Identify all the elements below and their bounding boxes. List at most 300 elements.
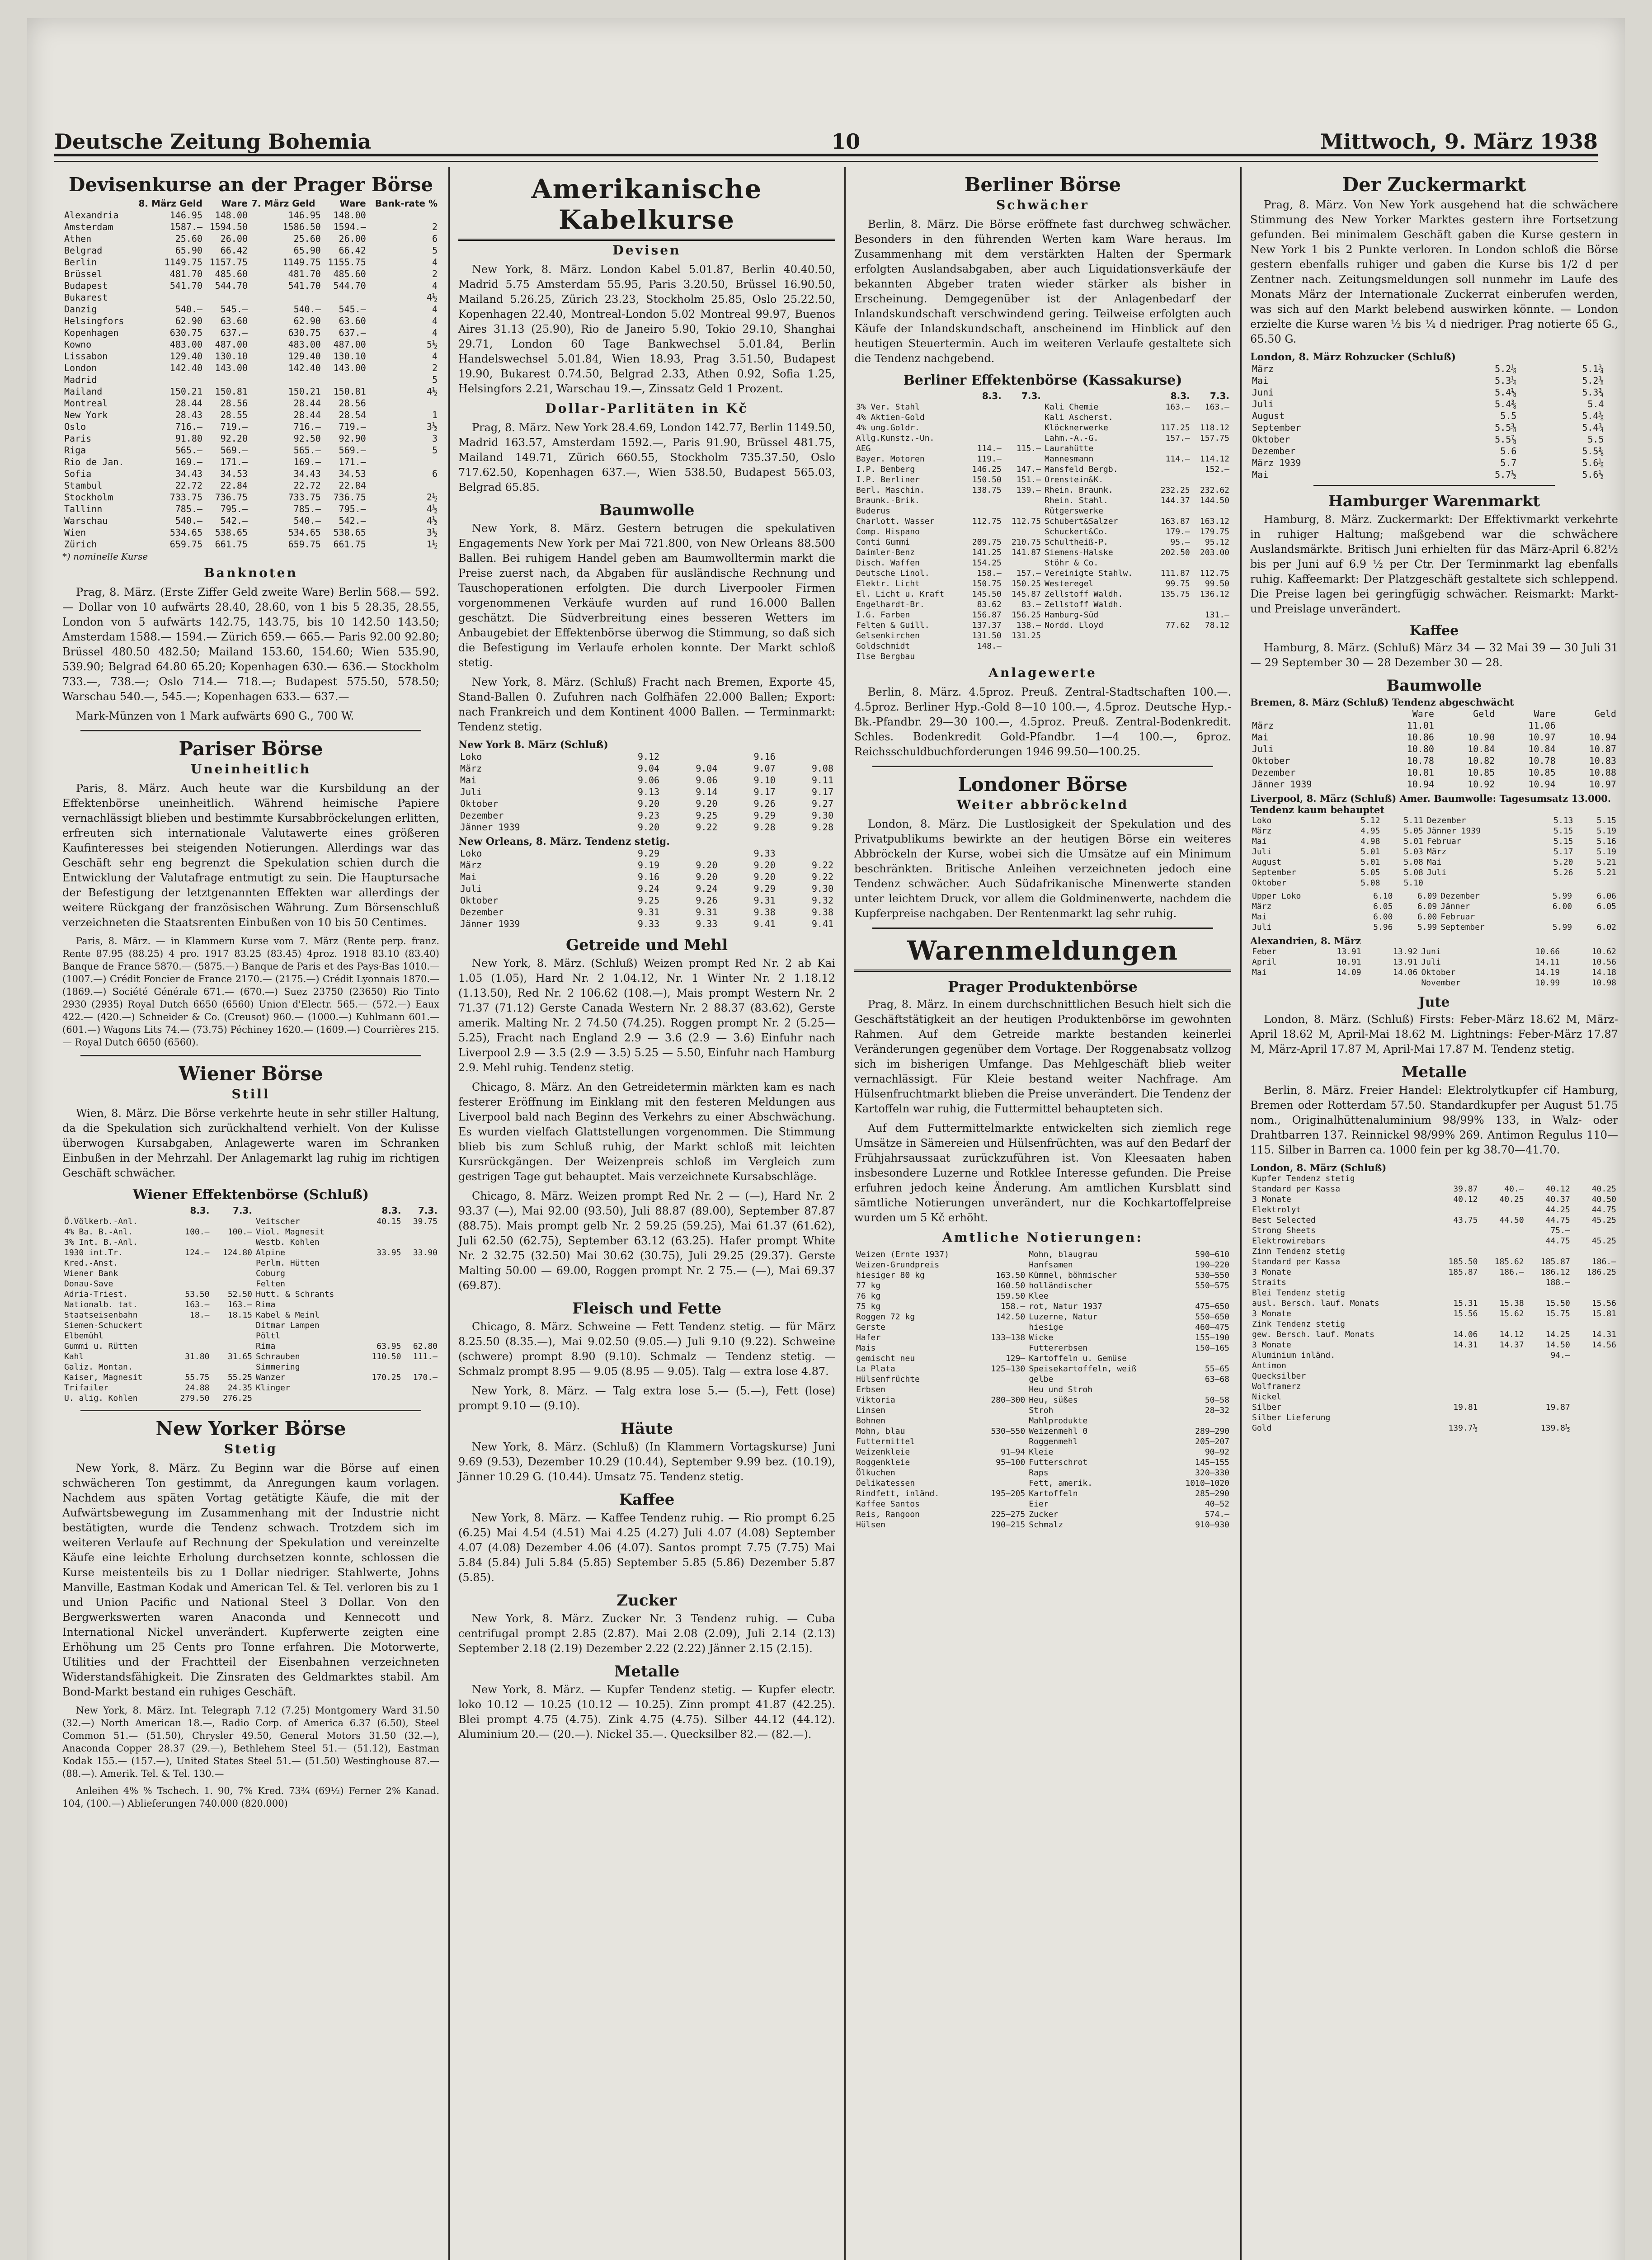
table-cell — [1250, 978, 1307, 988]
table-row — [62, 280, 439, 292]
table-cell: 5.08 — [1403, 868, 1423, 877]
table-cell: 279.50 — [180, 1394, 210, 1403]
table-cell: 544.70 — [333, 280, 366, 291]
table-row — [854, 547, 1231, 558]
table-cell: 659.75 — [169, 539, 202, 550]
table-cell: Mai — [460, 775, 477, 786]
table-cell — [1605, 398, 1618, 410]
table-cell: 4 — [432, 315, 438, 326]
table-row — [854, 1384, 1231, 1395]
table-cell: 5.4⅜ — [1582, 410, 1604, 421]
table-cell: 6.00 — [1417, 912, 1437, 922]
table-cell: 28.43 — [175, 410, 202, 420]
table-cell: 15.62 — [1499, 1309, 1524, 1318]
table-cell: Kahl — [64, 1352, 84, 1361]
table-cell: Jänner 1939 — [460, 918, 520, 929]
table-row — [854, 631, 1231, 641]
table-row — [1250, 957, 1618, 967]
table-cell: Stöhr & Co. — [1044, 558, 1099, 568]
table-cell: 34.43 — [293, 468, 321, 479]
table-cell: Adria-Triest. — [64, 1290, 128, 1299]
table-cell: 661.75 — [333, 539, 366, 550]
table-cell: 34.43 — [175, 468, 202, 479]
table-cell: 19.81 — [1453, 1403, 1478, 1412]
zuckermarkt-title: Der Zuckermarkt — [1342, 174, 1526, 196]
kaffee-text: New York, 8. März. — Kaffee Tendenz ruhig. — Rio prompt 6.25 (6.25) Mai 4.54 (4.51) Mai 4.25 (4.27) Juli 4.07 (4.08) September 4.07 (4.08) Dezember 4.06 (4.07). Santos prompt 7.75 (7.75) Mai 5.84 (5.84) Juli 5.84 (5.85) September 5.85 (5.86) Dezember 5.87 (5.85). — [458, 1511, 835, 1584]
table-cell — [403, 1227, 439, 1237]
table-cell: Jänner 1939 — [1426, 826, 1481, 836]
table-cell: Rütgerswerke — [1044, 506, 1104, 516]
table-cell: 5.5⅞ — [1495, 434, 1517, 445]
table-cell: 43.75 — [1453, 1215, 1478, 1225]
table-cell: 5 — [432, 245, 438, 256]
table-cell — [1480, 1381, 1526, 1392]
table-cell: 9.14 — [696, 786, 718, 797]
table-cell: 9.10 — [753, 775, 776, 786]
table-cell: März — [1252, 363, 1274, 374]
table-cell — [777, 751, 835, 763]
table-row — [854, 1416, 1231, 1426]
table-row — [1250, 743, 1618, 755]
table-cell: 4½ — [426, 504, 438, 514]
divider — [80, 1410, 421, 1411]
devisen-table — [62, 198, 439, 550]
table-cell: 190—220 — [1195, 1260, 1229, 1270]
table-cell: 14.56 — [1591, 1340, 1616, 1350]
table-cell: 9.25 — [637, 895, 660, 906]
table-cell: 22.72 — [175, 480, 202, 491]
table-cell: Nordd. Lloyd — [1044, 621, 1104, 630]
table-cell: 63.95 — [377, 1342, 401, 1351]
table-cell — [360, 1289, 403, 1300]
table-cell: 5.2⅜ — [1582, 375, 1604, 386]
table-row — [854, 1468, 1231, 1478]
table-cell: Klinger — [256, 1383, 290, 1393]
table-cell: 630.75 — [169, 327, 202, 338]
alex-title: Alexandrien, 8. März — [1250, 935, 1361, 946]
table-cell — [1572, 1423, 1618, 1433]
table-cell: 9.16 — [753, 751, 776, 762]
table-cell: 9.07 — [753, 763, 776, 774]
table-cell: 10.99 — [1535, 978, 1560, 988]
table-row — [1250, 363, 1618, 375]
nyb-title: New Yorker Börse — [155, 1417, 346, 1440]
table-cell: rot, Natur 1937 — [1029, 1302, 1102, 1311]
table-row — [854, 651, 1231, 662]
table-cell: 40—52 — [1205, 1499, 1229, 1509]
table-row — [1250, 1173, 1618, 1184]
banknoten-title: Banknoten — [204, 565, 298, 580]
table-cell: 44.50 — [1499, 1215, 1524, 1225]
table-cell: 53.50 — [185, 1290, 210, 1299]
table-row — [854, 1436, 1231, 1447]
table-cell: 5.6½ — [1582, 469, 1604, 480]
table-row — [1250, 891, 1618, 901]
table-cell: 185.87 — [1540, 1257, 1570, 1267]
table-row — [458, 798, 835, 810]
table-cell: 141.87 — [1011, 548, 1041, 557]
table-row — [1250, 867, 1618, 878]
table-cell: 4 — [432, 351, 438, 362]
table-cell: 6.05 — [1596, 902, 1616, 911]
table-cell: 14.18 — [1591, 968, 1616, 977]
table-cell — [169, 1216, 212, 1227]
table-cell: 3½ — [426, 527, 438, 538]
table-cell: 55.25 — [227, 1373, 252, 1382]
table-cell: 24.88 — [185, 1383, 210, 1393]
table-cell: Ware — [1534, 708, 1556, 719]
table-cell — [1605, 375, 1618, 386]
table-cell — [1153, 599, 1192, 610]
table-cell: 569.— — [339, 445, 366, 456]
table-cell: Upper Loko — [1252, 891, 1301, 901]
table-cell — [360, 1383, 403, 1393]
table-cell: 118.12 — [1200, 423, 1229, 433]
table-row — [1250, 978, 1618, 988]
table-cell: Disch. Waffen — [856, 558, 920, 568]
table-cell: Oktober — [1252, 755, 1290, 766]
table-cell: 10.90 — [1468, 732, 1495, 743]
table-cell — [1480, 1173, 1526, 1184]
table-cell — [1572, 1361, 1618, 1371]
table-cell: Juli — [1426, 868, 1447, 877]
table-cell: 9.23 — [637, 810, 660, 821]
table-cell — [1153, 464, 1192, 475]
table-cell: Oktober — [460, 798, 499, 809]
table-cell — [403, 1268, 439, 1279]
table-cell: 483.00 — [288, 339, 321, 350]
table-cell — [1363, 978, 1420, 988]
table-cell: 91—94 — [1001, 1447, 1026, 1457]
table-cell — [1170, 1416, 1232, 1426]
table-cell: Charlott. Wasser — [856, 517, 935, 526]
table-cell: 5.7 — [1500, 457, 1517, 468]
table-cell: Antimon — [1252, 1361, 1286, 1370]
table-cell: 163.12 — [1200, 517, 1229, 526]
table-cell: Oktober — [1252, 434, 1290, 445]
table-cell — [1192, 506, 1231, 516]
table-cell: 146.95 — [169, 210, 202, 221]
table-cell: 795.— — [339, 504, 366, 514]
table-cell: 76 kg — [856, 1291, 881, 1301]
table-cell: 10.81 — [1407, 767, 1434, 778]
table-cell — [1572, 1350, 1618, 1361]
table-cell: März — [1252, 902, 1272, 911]
table-row — [62, 1289, 439, 1300]
column-2 — [450, 167, 843, 2260]
table-cell: 5.10 — [1403, 878, 1423, 888]
table-cell — [403, 1331, 439, 1341]
table-cell — [1003, 527, 1043, 537]
table-row — [854, 485, 1231, 495]
table-cell: 481.70 — [288, 268, 321, 279]
londoner-title: Londoner Börse — [958, 773, 1128, 796]
table-cell: 90—92 — [1205, 1447, 1229, 1457]
table-cell: 6.09 — [1417, 891, 1437, 901]
table-cell: 138.75 — [972, 485, 1002, 495]
table-cell: 574.— — [1205, 1510, 1229, 1519]
table-cell — [1192, 651, 1231, 662]
table-cell: 148.00 — [333, 210, 366, 221]
table-cell — [964, 423, 1003, 433]
table-cell: 95.12 — [1205, 537, 1229, 547]
london-met-title: London, 8. März (Schluß) — [1250, 1162, 1387, 1173]
table-cell: Schmalz — [1029, 1520, 1064, 1530]
table-cell — [204, 374, 249, 386]
table-row — [854, 558, 1231, 568]
table-cell — [249, 292, 323, 303]
table-cell: Nickel — [1252, 1392, 1282, 1402]
nyb-sub: Stetig — [224, 1441, 278, 1456]
table-row — [62, 268, 439, 280]
table-cell: 9.41 — [811, 918, 833, 929]
table-cell: 485.60 — [215, 268, 248, 279]
table-cell: Geld — [1594, 708, 1616, 719]
table-cell: hiesiger 80 kg — [856, 1271, 925, 1280]
table-cell: 5.7½ — [1495, 469, 1517, 480]
table-cell: 111.87 — [1160, 569, 1190, 578]
table-cell — [979, 1468, 1027, 1478]
table-cell — [979, 1384, 1027, 1395]
table-cell: 148.00 — [215, 210, 248, 221]
baumwolle-text-2: New York, 8. März. (Schluß) Fracht nach Bremen, Exporte 45, Stand-Ballen 0. Zufuhren nach Golfhäfen 22.000 Ballen; Export: nach Frankreich und dem Kontinent 4000 Ballen. — Terminmarkt: Tendenz stetig. — [458, 676, 835, 733]
table-row — [62, 468, 439, 480]
table-cell: Nationalb. tat. — [64, 1300, 138, 1309]
table-cell: 289—290 — [1195, 1427, 1229, 1436]
table-cell: Roggen 72 kg — [856, 1312, 915, 1322]
table-cell: 131.50 — [972, 631, 1002, 640]
table-row — [1250, 1350, 1618, 1361]
table-cell — [1433, 1225, 1479, 1236]
table-cell: 44.25 — [1545, 1205, 1570, 1215]
table-cell — [1526, 1412, 1572, 1423]
table-cell: 733.75 — [169, 492, 202, 503]
table-cell — [403, 1393, 439, 1403]
table-cell: 1594.— — [333, 221, 366, 232]
table-cell: 163.— — [1165, 402, 1190, 412]
table-cell: 171.— — [220, 457, 248, 467]
table-cell: 487.00 — [215, 339, 248, 350]
table-cell — [1558, 720, 1618, 731]
table-row — [62, 433, 439, 444]
table-cell — [323, 374, 368, 386]
no-cotton-table — [458, 848, 835, 930]
table-cell — [254, 1393, 360, 1403]
table-cell: 280—300 — [991, 1395, 1026, 1405]
table-cell: 550—650 — [1195, 1312, 1229, 1322]
table-cell: Wicke — [1029, 1333, 1054, 1342]
table-cell: Mai — [1252, 469, 1269, 480]
table-cell: Juli — [1252, 923, 1272, 932]
table-row — [1250, 1371, 1618, 1381]
table-cell: 150.75 — [972, 579, 1002, 589]
table-cell: Staatseisenbahn — [64, 1310, 138, 1320]
table-cell — [360, 1393, 403, 1403]
table-row — [1250, 767, 1618, 778]
table-header-cell: 8.3. — [190, 1205, 210, 1216]
table-cell: Kali Ascherst. — [1044, 413, 1113, 422]
table-cell — [979, 1405, 1027, 1416]
table-cell: 142.50 — [996, 1312, 1026, 1322]
table-row — [1250, 1194, 1618, 1205]
table-cell: 25.60 — [293, 233, 321, 244]
table-cell: Belgrad — [64, 245, 103, 256]
table-cell: 6.00 — [1552, 902, 1572, 911]
table-cell: 146.95 — [288, 210, 321, 221]
table-row — [854, 610, 1231, 620]
table-cell: 10.78 — [1528, 755, 1556, 766]
table-cell: Wanzer — [256, 1373, 286, 1382]
table-cell: Kaffee Santos — [856, 1499, 920, 1509]
table-cell — [1480, 1371, 1526, 1381]
table-cell: 544.70 — [215, 280, 248, 291]
table-cell: 637.— — [220, 327, 248, 338]
londoner-text: London, 8. März. Die Lustlosigkeit der Spekulation und des Privatpublikums bewirkte an der heutigen Börse ein weiteres Abbröckeln der Kurse, wobei sich die Umsätze auf ein Minimum beschränkten. Britische Anleihen verzeichneten jedoch eine Tendenz schwächer. Auch Südafrikanische Minenwerte standen unter leichtem Druck, vor allem die Goldminenwerte, nachdem die Kupferpreise nachgaben. Der Rentenmarkt lag sehr ruhig. — [854, 818, 1231, 920]
table-cell — [1526, 1371, 1572, 1381]
table-cell: 22.84 — [339, 480, 366, 491]
table-cell — [1192, 443, 1231, 454]
table-cell: 5.4⅜ — [1495, 399, 1517, 410]
table-cell: Quecksilber — [1252, 1371, 1306, 1381]
table-cell: Jänner 1939 — [1252, 779, 1312, 790]
amtl-title: Amtliche Notierungen: — [942, 1230, 1143, 1245]
table-row — [1250, 815, 1618, 826]
table-cell — [979, 1436, 1027, 1447]
table-cell: Luzerne, Natur — [1029, 1312, 1097, 1322]
table-cell: 159.50 — [996, 1291, 1026, 1301]
table-cell: 9.24 — [696, 883, 718, 894]
table-cell — [964, 433, 1003, 443]
table-cell: 114.12 — [1200, 454, 1229, 464]
getreide-text-3: Chicago, 8. März. Weizen prompt Red Nr. 2 — (—), Hard Nr. 2 93.37 (—), Mai 92.00 (93.50), Juli 88.87 (89.00), September 87.87 (88.75). Mais prompt gelb Nr. 2 59.25 (59.25), Mai 61.37 (61.62), Juli 62.50 (62.75), September 63.12 (63.25). Hafer prompt White Nr. 2 32.75 (32.50) Mai 30.62 (30.75), Juli 29.25 (29.37). Gerste Malting 50.00 — 69.00, Roggen prompt Nr. 2 75.— (—), Mai 69.37 (69.87). — [458, 1190, 835, 1292]
table-cell — [979, 1322, 1027, 1332]
table-row — [854, 1509, 1231, 1520]
table-cell: 195—205 — [991, 1489, 1026, 1498]
table-row — [458, 763, 835, 774]
table-header-cell — [62, 1205, 169, 1216]
table-cell — [403, 1320, 439, 1331]
table-cell: Wiener Bank — [64, 1269, 118, 1278]
table-cell: Weizen-Grundpreis — [856, 1260, 940, 1270]
table-cell: 5.19 — [1596, 847, 1616, 857]
table-cell: 9.20 — [696, 798, 718, 809]
table-header-cell: 8.3. — [982, 391, 1002, 401]
table-cell: 6.05 — [1373, 902, 1393, 911]
table-cell: 147.— — [1016, 465, 1041, 474]
table-cell: Silber Lieferung — [1252, 1413, 1331, 1422]
table-row — [62, 515, 439, 527]
table-row — [854, 1478, 1231, 1488]
table-cell — [1153, 558, 1192, 568]
table-row — [1250, 1184, 1618, 1194]
table-row — [62, 1227, 439, 1237]
table-header-cell — [62, 198, 131, 209]
table-cell: 10.56 — [1591, 957, 1616, 967]
table-cell: 158.— — [1001, 1302, 1026, 1311]
table-cell — [169, 1268, 212, 1279]
table-cell: 34.53 — [339, 468, 366, 479]
table-cell: 185.50 — [1448, 1257, 1478, 1267]
table-row — [854, 516, 1231, 527]
table-row — [1250, 847, 1618, 857]
table-row — [1250, 946, 1618, 957]
table-cell: 14.31 — [1453, 1340, 1478, 1350]
table-row — [1250, 433, 1618, 445]
table-cell: 75 kg — [856, 1302, 881, 1311]
table-cell — [211, 1279, 254, 1289]
table-cell: 5.01 — [1360, 847, 1380, 857]
table-cell — [1043, 631, 1153, 641]
table-cell: London — [64, 363, 97, 373]
table-cell: Helsingfors — [64, 315, 124, 326]
table-cell — [1153, 610, 1192, 620]
table-cell: Weizen (Ernte 1937) — [856, 1250, 949, 1259]
table-cell: 534.65 — [169, 527, 202, 538]
table-cell: Felten & Guill. — [856, 621, 930, 630]
table-cell: 9.16 — [637, 871, 660, 882]
table-row — [62, 538, 439, 550]
table-cell: 151.— — [1016, 475, 1041, 485]
table-cell: 1587.— — [169, 221, 202, 232]
table-cell — [1433, 1277, 1479, 1288]
table-cell: 541.70 — [288, 280, 321, 291]
table-cell — [211, 1341, 254, 1351]
table-cell: 117.25 — [1160, 423, 1190, 433]
table-cell — [1605, 363, 1618, 375]
table-cell: Ware — [1412, 708, 1434, 719]
table-row — [62, 386, 439, 397]
table-row — [1250, 1257, 1618, 1267]
table-cell: 487.00 — [333, 339, 366, 350]
table-cell: 45.25 — [1591, 1215, 1616, 1225]
table-cell: Februar — [1440, 912, 1475, 922]
table-row — [1250, 708, 1618, 720]
table-cell: 9.20 — [637, 798, 660, 809]
table-cell: 785.— — [293, 504, 321, 514]
table-cell: 114.— — [977, 444, 1002, 453]
table-row — [854, 1499, 1231, 1509]
table-cell: 550—575 — [1195, 1281, 1229, 1290]
table-cell: Juli — [460, 883, 482, 894]
table-cell: 99.50 — [1205, 579, 1229, 589]
table-cell: 39.75 — [413, 1217, 438, 1226]
table-cell — [1572, 1381, 1618, 1392]
table-cell — [964, 402, 1003, 412]
table-row — [854, 423, 1231, 433]
table-row — [1250, 410, 1618, 422]
table-cell: 540.— — [293, 304, 321, 315]
table-cell: 5.15 — [1553, 826, 1573, 836]
table-cell: Roggenkleie — [856, 1458, 910, 1467]
table-cell: 5.3¾ — [1582, 387, 1604, 398]
column-separator — [1240, 167, 1242, 2260]
table-cell: 145—155 — [1195, 1458, 1229, 1467]
table-row — [62, 292, 439, 303]
table-cell: Bohnen — [856, 1416, 886, 1426]
table-cell: 5.4 — [1587, 399, 1604, 410]
table-cell: 3½ — [426, 421, 438, 432]
table-row — [1250, 1402, 1618, 1412]
table-cell: 163.87 — [1160, 517, 1190, 526]
table-header-cell: 7.3. — [1021, 391, 1041, 401]
table-cell — [1153, 651, 1192, 662]
table-cell: 14.09 — [1337, 968, 1361, 977]
table-cell — [1605, 469, 1618, 480]
table-row — [62, 303, 439, 315]
table-cell: 150.25 — [1011, 579, 1041, 589]
table-cell: 569.— — [220, 445, 248, 456]
table-cell: 5.4⅛ — [1495, 387, 1517, 398]
